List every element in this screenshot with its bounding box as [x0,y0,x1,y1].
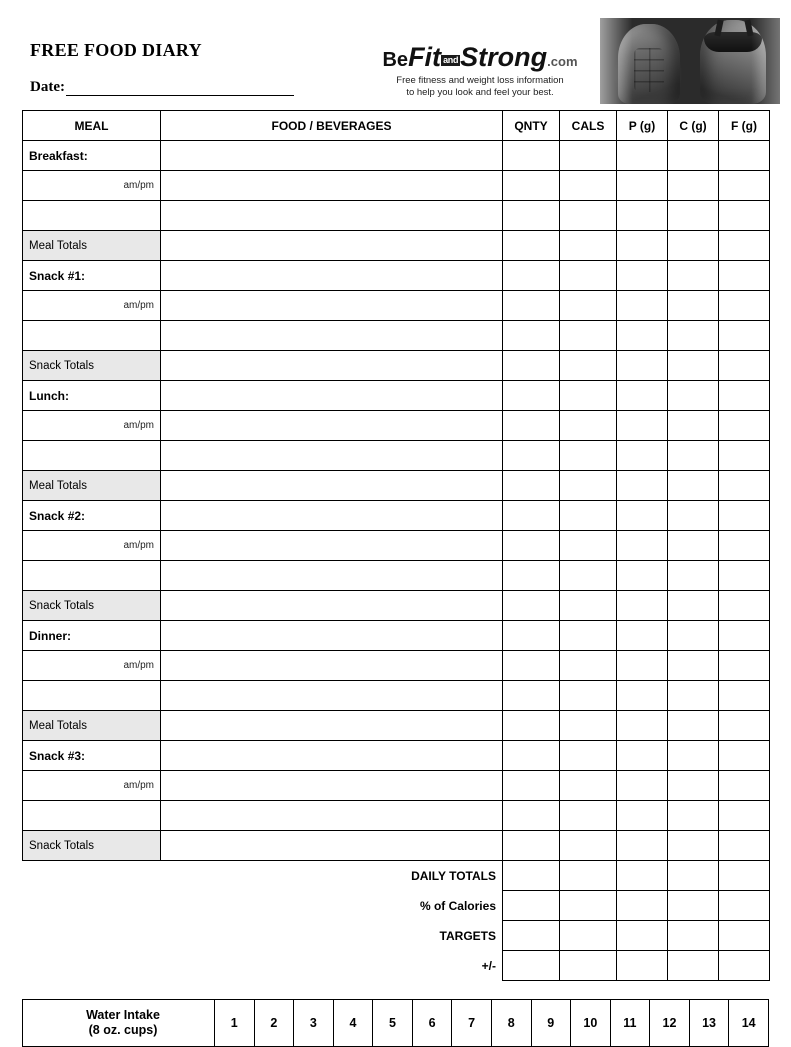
entry-cell[interactable] [668,681,719,711]
table-row [23,381,770,411]
entry-cell[interactable] [161,531,503,561]
entry-cell[interactable] [668,141,719,171]
table-row [23,141,770,171]
totals-value-cell[interactable] [161,831,503,861]
entry-cell[interactable] [719,651,770,681]
totals-value-cell[interactable] [668,351,719,381]
entry-cell[interactable] [161,201,503,231]
table-row [23,321,770,351]
table-row [23,261,770,291]
totals-value-cell[interactable] [668,471,719,501]
entry-cell[interactable] [617,381,668,411]
table-row [23,561,770,591]
page-title: FREE FOOD DIARY [30,40,202,60]
entry-cell[interactable] [617,531,668,561]
summary-row [23,951,770,981]
entry-cell[interactable] [668,411,719,441]
meal-name-cell: Dinner: [23,621,161,651]
totals-row [23,591,770,621]
entry-cell[interactable] [23,201,161,231]
summary-label-cell: % of Calories [161,891,503,921]
entry-cell[interactable] [617,171,668,201]
summary-spacer [23,921,161,951]
summary-value-cell[interactable] [719,921,770,951]
totals-value-cell[interactable] [503,471,560,501]
date-label: Date: [30,79,65,95]
brand-be: Be [382,49,409,71]
entry-cell[interactable] [668,441,719,471]
entry-cell[interactable] [503,141,560,171]
entry-cell[interactable] [161,621,503,651]
brand-tagline [360,75,600,99]
water-cup-cell[interactable]: 6 [412,1000,452,1047]
table-row [23,201,770,231]
entry-cell[interactable] [560,801,617,831]
totals-value-cell[interactable] [719,351,770,381]
water-intake-row [23,1000,769,1047]
entry-cell[interactable] [161,381,503,411]
header-right [600,18,780,104]
entry-cell[interactable] [719,741,770,771]
entry-cell[interactable] [161,501,503,531]
entry-cell[interactable] [503,621,560,651]
summary-value-cell[interactable] [560,951,617,981]
entry-cell[interactable] [503,381,560,411]
entry-cell[interactable] [719,261,770,291]
column-header-food: FOOD / BEVERAGES [161,111,503,141]
water-cup-cell[interactable]: 9 [531,1000,571,1047]
entry-cell[interactable] [161,741,503,771]
entry-cell[interactable] [161,801,503,831]
entry-cell[interactable] [503,201,560,231]
summary-value-cell[interactable] [503,861,560,891]
entry-cell[interactable] [719,321,770,351]
entry-cell[interactable] [719,411,770,441]
water-label-line-1: Water Intake [86,1008,160,1022]
totals-value-cell[interactable] [161,471,503,501]
entry-cell[interactable] [668,501,719,531]
summary-value-cell[interactable] [560,891,617,921]
entry-cell[interactable] [560,561,617,591]
summary-value-cell[interactable] [719,891,770,921]
totals-value-cell[interactable] [617,351,668,381]
totals-value-cell[interactable] [503,351,560,381]
entry-cell[interactable] [23,801,161,831]
photo-shading-overlay [600,18,780,104]
entry-cell[interactable] [161,651,503,681]
summary-value-cell[interactable] [668,921,719,951]
totals-value-cell[interactable] [668,231,719,261]
entry-cell[interactable] [560,651,617,681]
column-header-fat: F (g) [719,111,770,141]
entry-cell[interactable] [617,651,668,681]
summary-value-cell[interactable] [668,951,719,981]
entry-cell[interactable] [668,201,719,231]
totals-value-cell[interactable] [617,711,668,741]
meal-name-cell: Breakfast: [23,141,161,171]
totals-value-cell[interactable] [161,351,503,381]
entry-cell[interactable] [161,411,503,441]
summary-label-cell: DAILY TOTALS [161,861,503,891]
totals-label-cell: Snack Totals [23,831,161,861]
totals-value-cell[interactable] [668,591,719,621]
water-cup-cell[interactable]: 5 [373,1000,413,1047]
water-cup-cell[interactable]: 4 [333,1000,373,1047]
entry-cell[interactable] [617,681,668,711]
summary-value-cell[interactable] [560,921,617,951]
entry-cell[interactable] [668,801,719,831]
totals-row [23,231,770,261]
water-label-line-2: (8 oz. cups) [88,1023,158,1037]
water-cup-cell[interactable]: 12 [650,1000,690,1047]
entry-cell[interactable] [719,381,770,411]
entry-cell[interactable] [719,201,770,231]
entry-cell[interactable] [560,441,617,471]
entry-cell[interactable] [161,681,503,711]
totals-value-cell[interactable] [617,231,668,261]
entry-cell[interactable] [560,381,617,411]
entry-cell[interactable] [617,321,668,351]
entry-cell[interactable] [617,291,668,321]
summary-value-cell[interactable] [668,891,719,921]
totals-label-cell: Meal Totals [23,231,161,261]
table-row [23,411,770,441]
table-row [23,621,770,651]
entry-cell[interactable] [560,171,617,201]
entry-cell[interactable] [617,741,668,771]
summary-spacer [23,861,161,891]
entry-cell[interactable] [161,141,503,171]
summary-value-cell[interactable] [503,891,560,921]
entry-cell[interactable] [617,801,668,831]
entry-cell[interactable] [668,381,719,411]
summary-value-cell[interactable] [617,891,668,921]
entry-cell[interactable] [503,441,560,471]
date-input-line[interactable] [66,81,294,96]
water-cup-cell[interactable]: 14 [729,1000,769,1047]
totals-value-cell[interactable] [617,591,668,621]
totals-value-cell[interactable] [719,231,770,261]
entry-cell[interactable] [617,201,668,231]
entry-cell[interactable] [560,321,617,351]
entry-cell[interactable] [668,261,719,291]
food-diary-table [22,110,770,981]
entry-cell[interactable] [560,201,617,231]
entry-cell[interactable] [503,561,560,591]
totals-value-cell[interactable] [503,231,560,261]
totals-label-cell: Snack Totals [23,351,161,381]
totals-row [23,351,770,381]
summary-row [23,861,770,891]
totals-value-cell[interactable] [161,231,503,261]
totals-value-cell[interactable] [719,591,770,621]
entry-cell[interactable] [503,801,560,831]
entry-cell[interactable] [503,681,560,711]
brand-block [360,18,600,99]
totals-value-cell[interactable] [161,591,503,621]
entry-cell[interactable] [617,501,668,531]
brand-strong: Strong [460,42,548,72]
entry-cell[interactable] [503,411,560,441]
entry-cell[interactable] [503,531,560,561]
brand-com: .com [547,54,578,69]
summary-label-cell: TARGETS [161,921,503,951]
date-field-row [30,79,360,96]
table-row [23,651,770,681]
ampm-cell[interactable]: am/pm [23,171,161,201]
entry-cell[interactable] [617,141,668,171]
header-left [22,18,360,96]
page-header [22,18,769,104]
water-intake-label [23,1000,215,1047]
entry-cell[interactable] [560,741,617,771]
entry-cell[interactable] [560,411,617,441]
totals-value-cell[interactable] [560,711,617,741]
meal-name-cell: Lunch: [23,381,161,411]
entry-cell[interactable] [668,651,719,681]
entry-cell[interactable] [560,771,617,801]
table-row [23,441,770,471]
ampm-cell[interactable]: am/pm [23,771,161,801]
table-row [23,531,770,561]
meal-name-cell: Snack #2: [23,501,161,531]
meal-name-cell: Snack #3: [23,741,161,771]
column-header-qnty: QNTY [503,111,560,141]
summary-value-cell[interactable] [668,861,719,891]
water-cup-cell[interactable]: 3 [294,1000,334,1047]
entry-cell[interactable] [668,561,719,591]
entry-cell[interactable] [719,531,770,561]
column-header-meal: MEAL [23,111,161,141]
tagline-line-1: Free fitness and weight loss information [396,75,564,86]
entry-cell[interactable] [560,621,617,651]
entry-cell[interactable] [503,291,560,321]
entry-cell[interactable] [719,441,770,471]
entry-cell[interactable] [617,261,668,291]
entry-cell[interactable] [560,261,617,291]
fitness-photo [600,18,780,104]
entry-cell[interactable] [719,771,770,801]
summary-value-cell[interactable] [617,951,668,981]
table-row [23,291,770,321]
entry-cell[interactable] [23,441,161,471]
totals-row [23,711,770,741]
water-cup-cell[interactable]: 8 [491,1000,531,1047]
entry-cell[interactable] [668,531,719,561]
entry-cell[interactable] [503,321,560,351]
entry-cell[interactable] [719,171,770,201]
totals-row [23,831,770,861]
totals-value-cell[interactable] [617,471,668,501]
brand-fit: Fit [408,42,442,72]
entry-cell[interactable] [560,531,617,561]
entry-cell[interactable] [23,321,161,351]
summary-row [23,891,770,921]
column-header-carbs: C (g) [668,111,719,141]
meal-name-cell: Snack #1: [23,261,161,291]
summary-value-cell[interactable] [719,861,770,891]
totals-label-cell: Snack Totals [23,591,161,621]
entry-cell[interactable] [668,621,719,651]
entry-cell[interactable] [161,561,503,591]
table-row [23,681,770,711]
totals-value-cell[interactable] [161,711,503,741]
water-cup-cell[interactable]: 7 [452,1000,492,1047]
ampm-cell[interactable]: am/pm [23,411,161,441]
entry-cell[interactable] [560,141,617,171]
ampm-cell[interactable]: am/pm [23,651,161,681]
table-row [23,771,770,801]
table-header-row [23,111,770,141]
entry-cell[interactable] [719,291,770,321]
entry-cell[interactable] [668,171,719,201]
water-cup-cell[interactable]: 1 [215,1000,255,1047]
column-header-cals: CALS [560,111,617,141]
table-row [23,171,770,201]
entry-cell[interactable] [503,261,560,291]
column-header-protein: P (g) [617,111,668,141]
table-row [23,801,770,831]
summary-value-cell[interactable] [560,861,617,891]
entry-cell[interactable] [161,771,503,801]
water-cup-cell[interactable]: 10 [571,1000,611,1047]
entry-cell[interactable] [668,321,719,351]
totals-value-cell[interactable] [719,831,770,861]
entry-cell[interactable] [719,561,770,591]
summary-value-cell[interactable] [503,951,560,981]
entry-cell[interactable] [668,741,719,771]
entry-cell[interactable] [617,621,668,651]
entry-cell[interactable] [503,741,560,771]
summary-value-cell[interactable] [617,921,668,951]
totals-value-cell[interactable] [503,711,560,741]
entry-cell[interactable] [719,681,770,711]
entry-cell[interactable] [161,171,503,201]
water-cup-cell[interactable]: 11 [610,1000,650,1047]
table-row [23,501,770,531]
totals-value-cell[interactable] [560,351,617,381]
ampm-cell[interactable]: am/pm [23,291,161,321]
totals-value-cell[interactable] [560,471,617,501]
tagline-line-2: to help you look and feel your best. [406,87,554,98]
summary-value-cell[interactable] [503,921,560,951]
entry-cell[interactable] [719,501,770,531]
water-cup-cell[interactable]: 2 [254,1000,294,1047]
entry-cell[interactable] [617,441,668,471]
totals-value-cell[interactable] [668,711,719,741]
totals-value-cell[interactable] [560,231,617,261]
summary-label-cell: +/- [161,951,503,981]
entry-cell[interactable] [23,681,161,711]
entry-cell[interactable] [668,771,719,801]
entry-cell[interactable] [503,651,560,681]
entry-cell[interactable] [161,441,503,471]
entry-cell[interactable] [719,141,770,171]
entry-cell[interactable] [668,291,719,321]
summary-value-cell[interactable] [719,951,770,981]
summary-row [23,921,770,951]
totals-value-cell[interactable] [617,831,668,861]
entry-cell[interactable] [617,561,668,591]
entry-cell[interactable] [617,771,668,801]
entry-cell[interactable] [503,171,560,201]
brand-and: and [443,55,459,65]
entry-cell[interactable] [503,501,560,531]
water-cup-cell[interactable]: 13 [689,1000,729,1047]
entry-cell[interactable] [560,291,617,321]
summary-spacer [23,891,161,921]
totals-row [23,471,770,501]
summary-spacer [23,951,161,981]
ampm-cell[interactable]: am/pm [23,531,161,561]
table-body [23,141,770,981]
summary-value-cell[interactable] [617,861,668,891]
entry-cell[interactable] [503,771,560,801]
entry-cell[interactable] [719,621,770,651]
table-row [23,741,770,771]
entry-cell[interactable] [719,801,770,831]
totals-value-cell[interactable] [503,831,560,861]
totals-value-cell[interactable] [503,591,560,621]
entry-cell[interactable] [161,321,503,351]
entry-cell[interactable] [23,561,161,591]
entry-cell[interactable] [560,681,617,711]
entry-cell[interactable] [161,291,503,321]
water-intake-table [22,999,769,1047]
totals-value-cell[interactable] [560,591,617,621]
entry-cell[interactable] [161,261,503,291]
totals-value-cell[interactable] [719,711,770,741]
totals-value-cell[interactable] [719,471,770,501]
entry-cell[interactable] [560,501,617,531]
totals-label-cell: Meal Totals [23,711,161,741]
totals-value-cell[interactable] [560,831,617,861]
totals-value-cell[interactable] [668,831,719,861]
totals-label-cell: Meal Totals [23,471,161,501]
brand-logo [360,44,600,71]
entry-cell[interactable] [617,411,668,441]
